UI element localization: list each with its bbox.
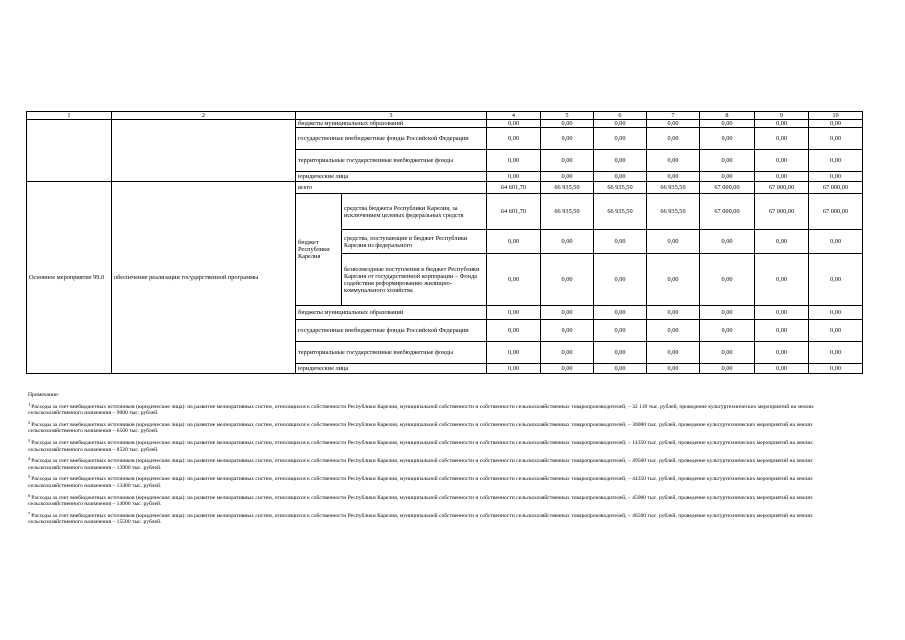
source-label: государственные внебюджетные фонды Российской Федерации <box>296 128 487 150</box>
value-cell: 64 601,70 <box>487 182 541 194</box>
note-mark: 4 <box>28 456 31 462</box>
column-number: 4 <box>487 112 541 120</box>
column-number: 6 <box>594 112 647 120</box>
value-cell: 0,00 <box>809 364 863 374</box>
measure-name: Основное мероприятие 99.0 <box>27 182 112 374</box>
column-number: 8 <box>700 112 755 120</box>
source-label: бюджеты муниципальных образований <box>296 120 487 128</box>
value-cell: 0,00 <box>541 320 594 342</box>
value-cell: 0,00 <box>647 320 700 342</box>
column-number: 1 <box>27 112 112 120</box>
value-cell: 0,00 <box>541 306 594 320</box>
value-cell: 64 601,70 <box>487 194 541 230</box>
value-cell: 66 935,50 <box>594 194 647 230</box>
value-cell: 0,00 <box>755 230 809 254</box>
value-cell: 0,00 <box>809 306 863 320</box>
source-label: безвозмездные поступления в бюджет Республики Карелия от государственной корпорации – Фонда содействия реформированию жилищно-коммунального хозяйства <box>342 254 487 306</box>
note-text: Расходы за счет внебюджетных источников (юридические лица): на развитие мелиоративных систем, относящихся к собственности Республики Карелия, муниципальной собственности и собственности сельскохозяйственных товаропроизводителей, – 45000 тыс. рублей, проведение культуртехнических мероприятий на землях сельскохозяйственного назначения – 14000 тыс. рублей. <box>28 494 813 508</box>
value-cell: 0,00 <box>700 120 755 128</box>
value-cell: 0,00 <box>594 172 647 182</box>
value-cell: 0,00 <box>647 120 700 128</box>
value-cell: 0,00 <box>487 128 541 150</box>
value-cell: 0,00 <box>594 306 647 320</box>
value-cell: 67 000,00 <box>755 194 809 230</box>
source-label: юридические лица <box>296 172 487 182</box>
column-number: 3 <box>296 112 487 120</box>
source-label: государственные внебюджетные фонды Российской Федерации <box>296 320 487 342</box>
source-label: бюджет Республики Карелия <box>296 194 342 306</box>
value-cell: 0,00 <box>541 230 594 254</box>
value-cell: 67 000,00 <box>809 182 863 194</box>
value-cell: 0,00 <box>541 150 594 172</box>
column-number: 7 <box>647 112 700 120</box>
note-mark: 1 <box>28 401 31 407</box>
value-cell: 0,00 <box>755 172 809 182</box>
value-cell: 0,00 <box>647 128 700 150</box>
value-cell: 67 000,00 <box>809 194 863 230</box>
value-cell: 0,00 <box>594 364 647 374</box>
value-cell: 0,00 <box>647 342 700 364</box>
note-item <box>28 438 864 453</box>
program-budget-table <box>26 111 863 374</box>
value-cell: 0,00 <box>647 364 700 374</box>
value-cell: 0,00 <box>755 150 809 172</box>
value-cell: 66 935,50 <box>541 182 594 194</box>
value-cell: 0,00 <box>755 128 809 150</box>
note-mark: 2 <box>28 419 31 425</box>
value-cell: 0,00 <box>755 364 809 374</box>
value-cell: 0,00 <box>700 306 755 320</box>
value-cell: 0,00 <box>541 128 594 150</box>
header-row <box>27 112 863 120</box>
note-mark: 6 <box>28 492 31 498</box>
note-text: Расходы за счет внебюджетных источников (юридические лица): на развитие мелиоративных систем, относящихся к собственности Республики Карелия, муниципальной собственности и собственности сельскохозяйственных товаропроизводителей, – 30000 тыс. рублей, проведение культуртехнических мероприятий на землях сельскохозяйственного назначения – 6500 тыс. рублей. <box>28 421 813 435</box>
value-cell: 0,00 <box>755 320 809 342</box>
note-mark: 3 <box>28 437 31 443</box>
value-cell: 0,00 <box>487 364 541 374</box>
value-cell: 67 000,00 <box>700 194 755 230</box>
note-mark: 5 <box>28 474 31 480</box>
value-cell: 0,00 <box>594 120 647 128</box>
value-cell: 67 000,00 <box>755 182 809 194</box>
source-label: территориальные государственные внебюджетные фонды <box>296 342 487 364</box>
value-cell: 0,00 <box>594 320 647 342</box>
value-cell: 0,00 <box>487 306 541 320</box>
source-label: средства, поступающие в бюджет Республики Карелия из федерального <box>342 230 487 254</box>
column-number: 5 <box>541 112 594 120</box>
value-cell: 0,00 <box>541 342 594 364</box>
value-cell: 0,00 <box>700 364 755 374</box>
value-cell: 0,00 <box>647 254 700 306</box>
value-cell: 66 935,50 <box>541 194 594 230</box>
value-cell: 0,00 <box>647 150 700 172</box>
source-label: всего <box>296 182 487 194</box>
value-cell: 0,00 <box>809 172 863 182</box>
value-cell: 0,00 <box>594 254 647 306</box>
notes-title: Примечание: <box>28 392 60 398</box>
note-item <box>28 511 864 526</box>
value-cell: 67 000,00 <box>700 182 755 194</box>
value-cell: 0,00 <box>647 306 700 320</box>
notes-section <box>28 392 864 529</box>
value-cell: 0,00 <box>541 172 594 182</box>
source-label: бюджеты муниципальных образований <box>296 306 487 320</box>
value-cell: 0,00 <box>700 172 755 182</box>
value-cell: 0,00 <box>487 320 541 342</box>
value-cell: 0,00 <box>700 342 755 364</box>
empty-cell <box>27 120 112 182</box>
measure-description: обеспечение реализации государственной программы <box>112 182 296 374</box>
value-cell: 0,00 <box>594 150 647 172</box>
value-cell: 0,00 <box>487 254 541 306</box>
note-item <box>28 402 864 417</box>
value-cell: 0,00 <box>809 254 863 306</box>
value-cell: 0,00 <box>487 150 541 172</box>
value-cell: 0,00 <box>594 128 647 150</box>
value-cell: 0,00 <box>594 342 647 364</box>
value-cell: 0,00 <box>487 172 541 182</box>
note-item <box>28 474 864 489</box>
note-text: Расходы за счет внебюджетных источников (юридические лица): на развитие мелиоративных систем, относящихся к собственности Республики Карелия, муниципальной собственности и собственности сельскохозяйственных товаропроизводителей, – 44350 тыс. рублей, проведение культуртехнических мероприятий на землях сельскохозяйственного назначения – 13400 тыс. рублей. <box>28 476 813 489</box>
value-cell: 0,00 <box>487 342 541 364</box>
value-cell: 0,00 <box>647 172 700 182</box>
note-text: Расходы за счет внебюджетных источников (юридические лица): на развитие мелиоративных систем, относящихся к собственности Республики Карелия, муниципальной собственности и собственности сельскохозяйственных товаропроизводителей, – 49500 тыс. рублей, проведение культуртехнических мероприятий на землях сельскохозяйственного назначения – 13900 тыс. рублей. <box>28 458 813 471</box>
value-cell: 66 935,50 <box>647 182 700 194</box>
value-cell: 0,00 <box>700 320 755 342</box>
table-row <box>27 182 863 194</box>
value-cell: 0,00 <box>755 120 809 128</box>
value-cell: 0,00 <box>594 230 647 254</box>
note-text: Расходы за счет внебюджетных источников (юридические лица): на развитие мелиоративных систем, относящихся к собственности Республики Карелия, муниципальной собственности и собственности сельскохозяйственных товаропроизводителей, – 46500 тыс. рублей, проведение культуртехнических мероприятий на землях сельскохозяйственного назначения – 15500 тыс. рублей. <box>28 512 813 526</box>
value-cell: 0,00 <box>809 150 863 172</box>
value-cell: 66 935,50 <box>594 182 647 194</box>
value-cell: 0,00 <box>541 364 594 374</box>
value-cell: 66 935,50 <box>647 194 700 230</box>
value-cell: 0,00 <box>487 230 541 254</box>
value-cell: 0,00 <box>700 128 755 150</box>
value-cell: 0,00 <box>541 254 594 306</box>
source-label: юридические лица <box>296 364 487 374</box>
value-cell: 0,00 <box>755 254 809 306</box>
column-number: 2 <box>112 112 296 120</box>
column-number: 9 <box>755 112 809 120</box>
table-row <box>27 120 863 128</box>
note-item <box>28 420 864 435</box>
note-text: Расходы за счет внебюджетных источников (юридические лица): на развитие мелиоративных систем, относящихся к собственности Республики Карелия, муниципальной собственности и собственности сельскохозяйственных товаропроизводителей, – 32 110 тыс. рублей, проведение культуртехнических мероприятий на землях сельскохозяйственного назначения – 9000 тыс. рублей. <box>28 403 814 417</box>
value-cell: 0,00 <box>755 306 809 320</box>
value-cell: 0,00 <box>700 230 755 254</box>
value-cell: 0,00 <box>700 150 755 172</box>
empty-cell <box>112 120 296 182</box>
value-cell: 0,00 <box>809 342 863 364</box>
value-cell: 0,00 <box>700 254 755 306</box>
note-text: Расходы за счет внебюджетных источников (юридические лица): на развитие мелиоративных систем, относящихся к собственности Республики Карелия, муниципальной собственности и собственности сельскохозяйственных товаропроизводителей, – 14350 тыс. рублей, проведение культуртехнических мероприятий на землях сельскохозяйственного назначения – 8520 тыс. рублей. <box>28 439 813 453</box>
source-label: территориальные государственные внебюджетные фонды <box>296 150 487 172</box>
value-cell: 0,00 <box>809 320 863 342</box>
note-mark: 7 <box>28 510 31 516</box>
note-item <box>28 493 864 508</box>
value-cell: 0,00 <box>809 120 863 128</box>
note-item <box>28 456 864 471</box>
value-cell: 0,00 <box>487 120 541 128</box>
value-cell: 0,00 <box>809 230 863 254</box>
source-label: средства бюджета Республики Карелия, за исключением целевых федеральных средств <box>342 194 487 230</box>
value-cell: 0,00 <box>809 128 863 150</box>
value-cell: 0,00 <box>541 120 594 128</box>
value-cell: 0,00 <box>755 342 809 364</box>
value-cell: 0,00 <box>647 230 700 254</box>
column-number: 10 <box>809 112 863 120</box>
